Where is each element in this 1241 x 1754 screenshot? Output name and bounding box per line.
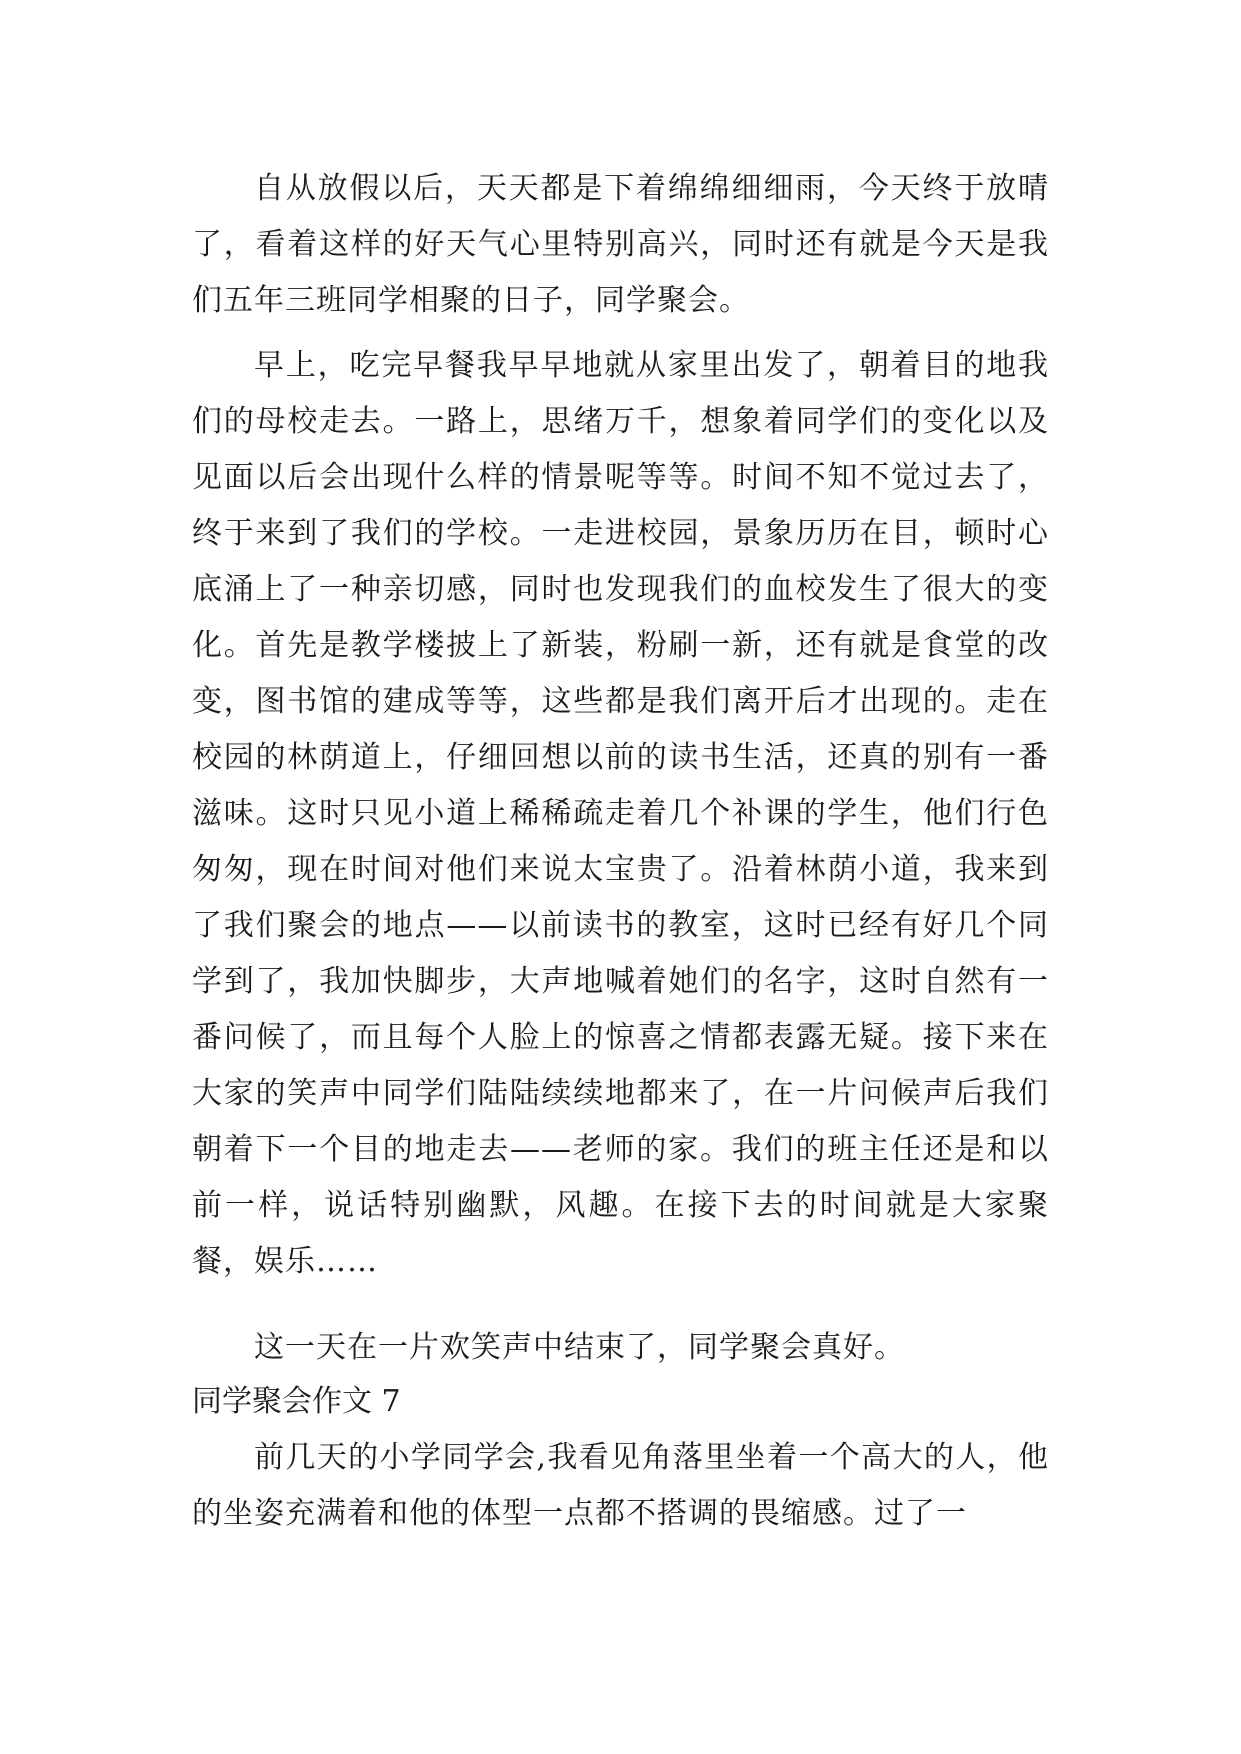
essay-paragraph-2: 早上，吃完早餐我早早地就从家里出发了，朝着目的地我们的母校走去。一路上，思绪万千，想象着同学们的变化以及见面以后会出现什么样的情景呢等等。时间不知不觉过去了，终于来到了我们的学校。一走进校园，景象历历在目，顿时心底涌上了一种亲切感，同时也发现我们的血校发生了很大的变化。首先是教学楼披上了新装，粉刷一新，还有就是食堂的改变，图书馆的建成等等，这些都是我们离开后才出现的。走在校园的林荫道上，仔细回想以前的读书生活，还真的别有一番滋味。这时只见小道上稀稀疏走着几个补课的学生，他们行色匆匆，现在时间对他们来说太宝贵了。沿着林荫小道，我来到了我们聚会的地点——以前读书的教室，这时已经有好几个同学到了，我加快脚步，大声地喊着她们的名字，这时自然有一番问候了，而且每个人脸上的惊喜之情都表露无疑。接下来在大家的笑声中同学们陆陆续续地都来了，在一片问候声后我们朝着下一个目的地走去——老师的家。我们的班主任还是和以前一样，说话特别幽默，风趣。在接下去的时间就是大家聚餐，娱乐……	[192, 348, 1049, 1279]
essay-paragraph-3: 这一天在一片欢笑声中结束了，同学聚会真好。	[254, 1330, 905, 1365]
next-essay-paragraph: 前几天的小学同学会,我看见角落里坐着一个高大的人，他的坐姿充满着和他的体型一点都不搭调的畏缩感。过了一	[192, 1440, 1049, 1531]
essay-paragraph-1: 自从放假以后，天天都是下着绵绵细细雨，今天终于放晴了，看着这样的好天气心里特别高兴，同时还有就是今天是我们五年三班同学相聚的日子，同学聚会。	[192, 171, 1049, 318]
section-heading: 同学聚会作文 7	[192, 1384, 401, 1419]
